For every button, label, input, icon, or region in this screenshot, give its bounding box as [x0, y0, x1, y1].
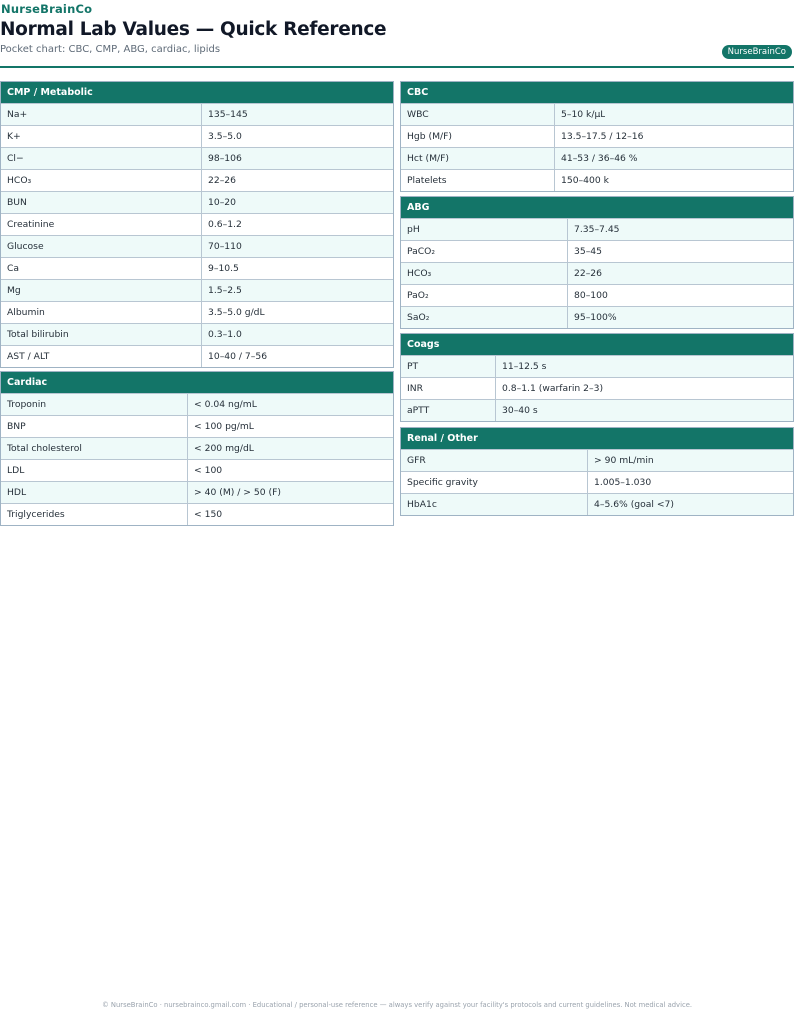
lab-range: 0.8–1.1 (warfarin 2–3) [502, 383, 604, 394]
lab-range: < 0.04 ng/mL [194, 399, 257, 410]
lab-name: K+ [1, 126, 202, 147]
footer-disclaimer: © NurseBrainCo · nursebrainco.gmail.com · Educational / personal-use reference — always verify against your facility's protocols and current guidelines. Not medical advice. [101, 1001, 693, 1009]
lab-name: BNP [1, 416, 188, 437]
lab-name: aPTT [401, 400, 496, 421]
lab-range: 22–26 [574, 268, 602, 279]
lab-name: LDL [1, 460, 188, 481]
table-row [401, 262, 793, 284]
table-row [401, 240, 793, 262]
table-row [401, 355, 793, 377]
lab-name: Na+ [1, 104, 202, 125]
lab-range: 9–10.5 [208, 263, 239, 274]
table-row [401, 377, 793, 399]
lab-name: BUN [1, 192, 202, 213]
table-row [1, 345, 393, 367]
lab-name: HDL [1, 482, 188, 503]
table-row [1, 437, 393, 459]
table-row [1, 301, 393, 323]
cardiac-panel-title: Cardiac [1, 372, 393, 393]
lab-range: 1.5–2.5 [208, 285, 242, 296]
lab-range: 30–40 s [502, 405, 538, 416]
page-header [0, 0, 794, 68]
lab-name: Mg [1, 280, 202, 301]
lab-name: AST / ALT [1, 346, 202, 367]
table-row [1, 169, 393, 191]
lab-range: 70–110 [208, 241, 242, 252]
table-row [1, 415, 393, 437]
lab-name: Triglycerides [1, 504, 188, 525]
table-row [1, 481, 393, 503]
lab-range: < 100 [194, 465, 223, 476]
lab-range: 95–100% [574, 312, 617, 323]
cmp-panel [0, 81, 394, 368]
lab-name: INR [401, 378, 496, 399]
renal-panel [400, 427, 794, 516]
coags-panel [400, 333, 794, 422]
table-row [1, 503, 393, 525]
lab-name: Hct (M/F) [401, 148, 555, 169]
lab-name: SaO₂ [401, 307, 568, 328]
brand-badge: NurseBrainCo [722, 45, 792, 59]
lab-name: Hgb (M/F) [401, 126, 555, 147]
lab-range: < 200 mg/dL [194, 443, 254, 454]
table-row [401, 169, 793, 191]
lab-name: Ca [1, 258, 202, 279]
lab-name: PT [401, 356, 496, 377]
table-row [1, 393, 393, 415]
lab-range: 98–106 [208, 153, 242, 164]
lab-name: Troponin [1, 394, 188, 415]
lab-name: PaCO₂ [401, 241, 568, 262]
coags-panel-title: Coags [401, 334, 793, 355]
lab-name: Creatinine [1, 214, 202, 235]
table-row [401, 471, 793, 493]
lab-range: 7.35–7.45 [574, 224, 620, 235]
lab-range: 10–20 [208, 197, 236, 208]
lab-name: Total bilirubin [1, 324, 202, 345]
lab-range: 3.5–5.0 g/dL [208, 307, 265, 318]
renal-panel-title: Renal / Other [401, 428, 793, 449]
lab-range: 13.5–17.5 / 12–16 [561, 131, 644, 142]
lab-name: Specific gravity [401, 472, 588, 493]
table-row [1, 235, 393, 257]
table-row [1, 125, 393, 147]
page-title: Normal Lab Values — Quick Reference [0, 19, 387, 40]
lab-name: WBC [401, 104, 555, 125]
lab-range: < 100 pg/mL [194, 421, 254, 432]
brand-name: NurseBrainCo [1, 2, 93, 16]
cardiac-panel [0, 371, 394, 526]
lab-range: 35–45 [574, 246, 602, 257]
lab-range: 0.6–1.2 [208, 219, 242, 230]
page-subtitle: Pocket chart: CBC, CMP, ABG, cardiac, lipids [0, 44, 221, 55]
lab-name: HbA1c [401, 494, 588, 515]
cbc-panel [400, 81, 794, 192]
lab-range: 1.005–1.030 [594, 477, 652, 488]
lab-range: 135–145 [208, 109, 248, 120]
table-row [401, 449, 793, 471]
lab-range: 0.3–1.0 [208, 329, 242, 340]
table-row [401, 493, 793, 515]
lab-name: Glucose [1, 236, 202, 257]
lab-range: 41–53 / 36–46 % [561, 153, 638, 164]
table-row [1, 103, 393, 125]
table-row [401, 399, 793, 421]
table-row [401, 147, 793, 169]
table-row [401, 284, 793, 306]
lab-name: pH [401, 219, 568, 240]
lab-range: > 40 (M) / > 50 (F) [194, 487, 281, 498]
table-row [401, 218, 793, 240]
abg-panel-title: ABG [401, 197, 793, 218]
table-row [1, 323, 393, 345]
cmp-panel-title: CMP / Metabolic [1, 82, 393, 103]
lab-range: < 150 [194, 509, 223, 520]
table-row [401, 125, 793, 147]
lab-name: HCO₃ [401, 263, 568, 284]
table-row [1, 279, 393, 301]
lab-range: 5–10 k/µL [561, 109, 606, 120]
lab-range: 150–400 k [561, 175, 609, 186]
lab-range: 11–12.5 s [502, 361, 547, 372]
lab-name: Cl− [1, 148, 202, 169]
lab-range: 80–100 [574, 290, 608, 301]
lab-range: > 90 mL/min [594, 455, 654, 466]
abg-panel [400, 196, 794, 329]
lab-range: 3.5–5.0 [208, 131, 242, 142]
table-row [1, 147, 393, 169]
lab-name: HCO₃ [1, 170, 202, 191]
table-row [1, 459, 393, 481]
table-row [401, 103, 793, 125]
lab-range: 4–5.6% (goal <7) [594, 499, 674, 510]
lab-name: Albumin [1, 302, 202, 323]
lab-name: Platelets [401, 170, 555, 191]
table-row [1, 191, 393, 213]
lab-name: PaO₂ [401, 285, 568, 306]
table-row [1, 257, 393, 279]
lab-name: GFR [401, 450, 588, 471]
table-row [401, 306, 793, 328]
table-row [1, 213, 393, 235]
lab-range: 22–26 [208, 175, 236, 186]
lab-range: 10–40 / 7–56 [208, 351, 268, 362]
cbc-panel-title: CBC [401, 82, 793, 103]
lab-name: Total cholesterol [1, 438, 188, 459]
